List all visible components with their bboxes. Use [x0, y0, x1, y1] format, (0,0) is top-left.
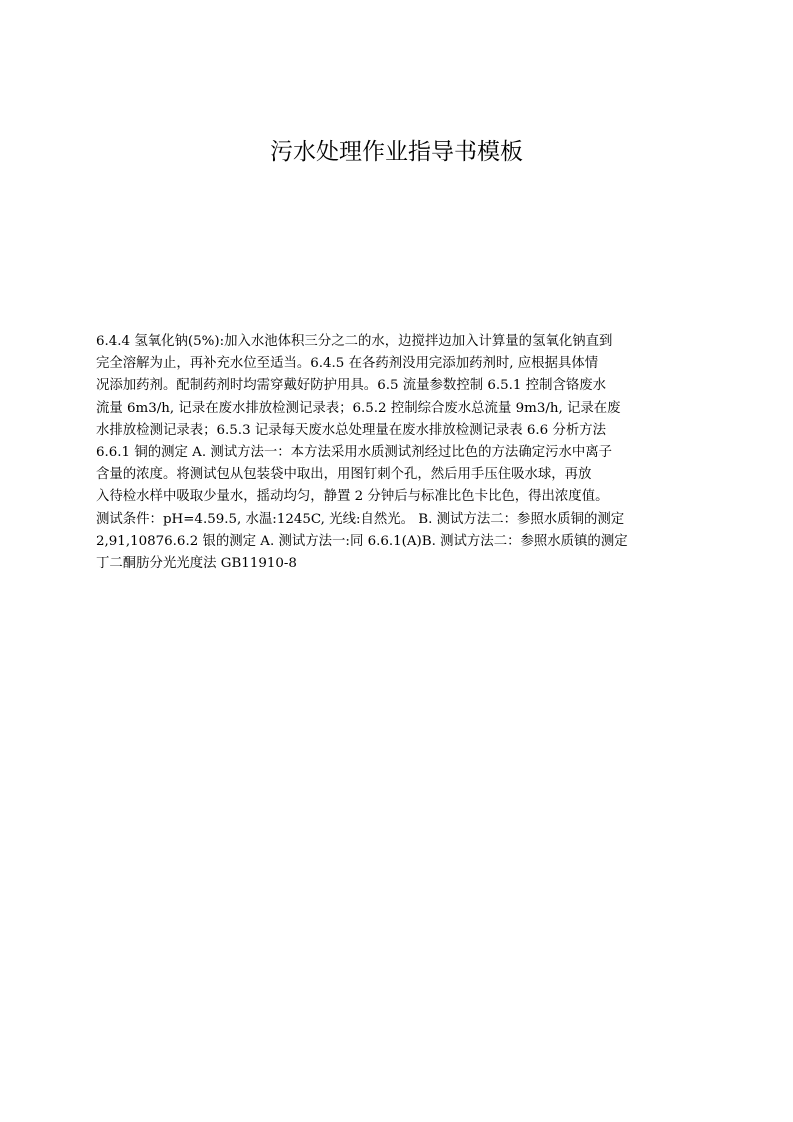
document-body [96, 331, 698, 575]
body-line: 流量 6m3/h, 记录在废水排放检测记录表；6.5.2 控制综合废水总流量 9m3/h, 记录在废 [96, 400, 621, 416]
body-line: 水排放检测记录表；6.5.3 记录每天废水总处理量在废水排放检测记录表 6.6 分析方法 [96, 422, 607, 438]
document-title: 污水处理作业指导书模板 [270, 139, 523, 165]
body-line: 6.4.4 氢氧化钠(5%):加入水池体积三分之二的水，边搅拌边加入计算量的氢氧化钠直到 [96, 334, 613, 349]
body-line: 况添加药剂。配制药剂时均需穿戴好防护用具。6.5 流量参数控制 6.5.1 控制含铬废水 [96, 378, 607, 394]
body-line: 含量的浓度。将测试包从包装袋中取出，用图钉刺个孔，然后用手压住吸水球，再放 [96, 467, 592, 483]
body-line: 6.6.1 铜的测定 A. 测试方法一：本方法采用水质测试剂经过比色的方法确定污水中离子 [96, 445, 613, 461]
body-line: 测试条件：pH=4.59.5, 水温:1245C, 光线:自然光。 B. 测试方法二：参照水质铜的测定 [96, 511, 625, 527]
body-line: 完全溶解为止，再补充水位至适当。6.4.5 在各药剂没用完添加药剂时, 应根据具体情 [96, 356, 599, 372]
body-line: 丁二酮肪分光光度法 GB11910-8 [96, 556, 297, 572]
body-line: 入待检水样中吸取少量水，摇动均匀，静置 2 分钟后与标准比色卡比色，得出浓度值。 [96, 489, 609, 505]
body-line: 2,91,10876.6.2 银的测定 A. 测试方法一:同 6.6.1(A)B. 测试方法二：参照水质镇的测定 [96, 533, 628, 549]
